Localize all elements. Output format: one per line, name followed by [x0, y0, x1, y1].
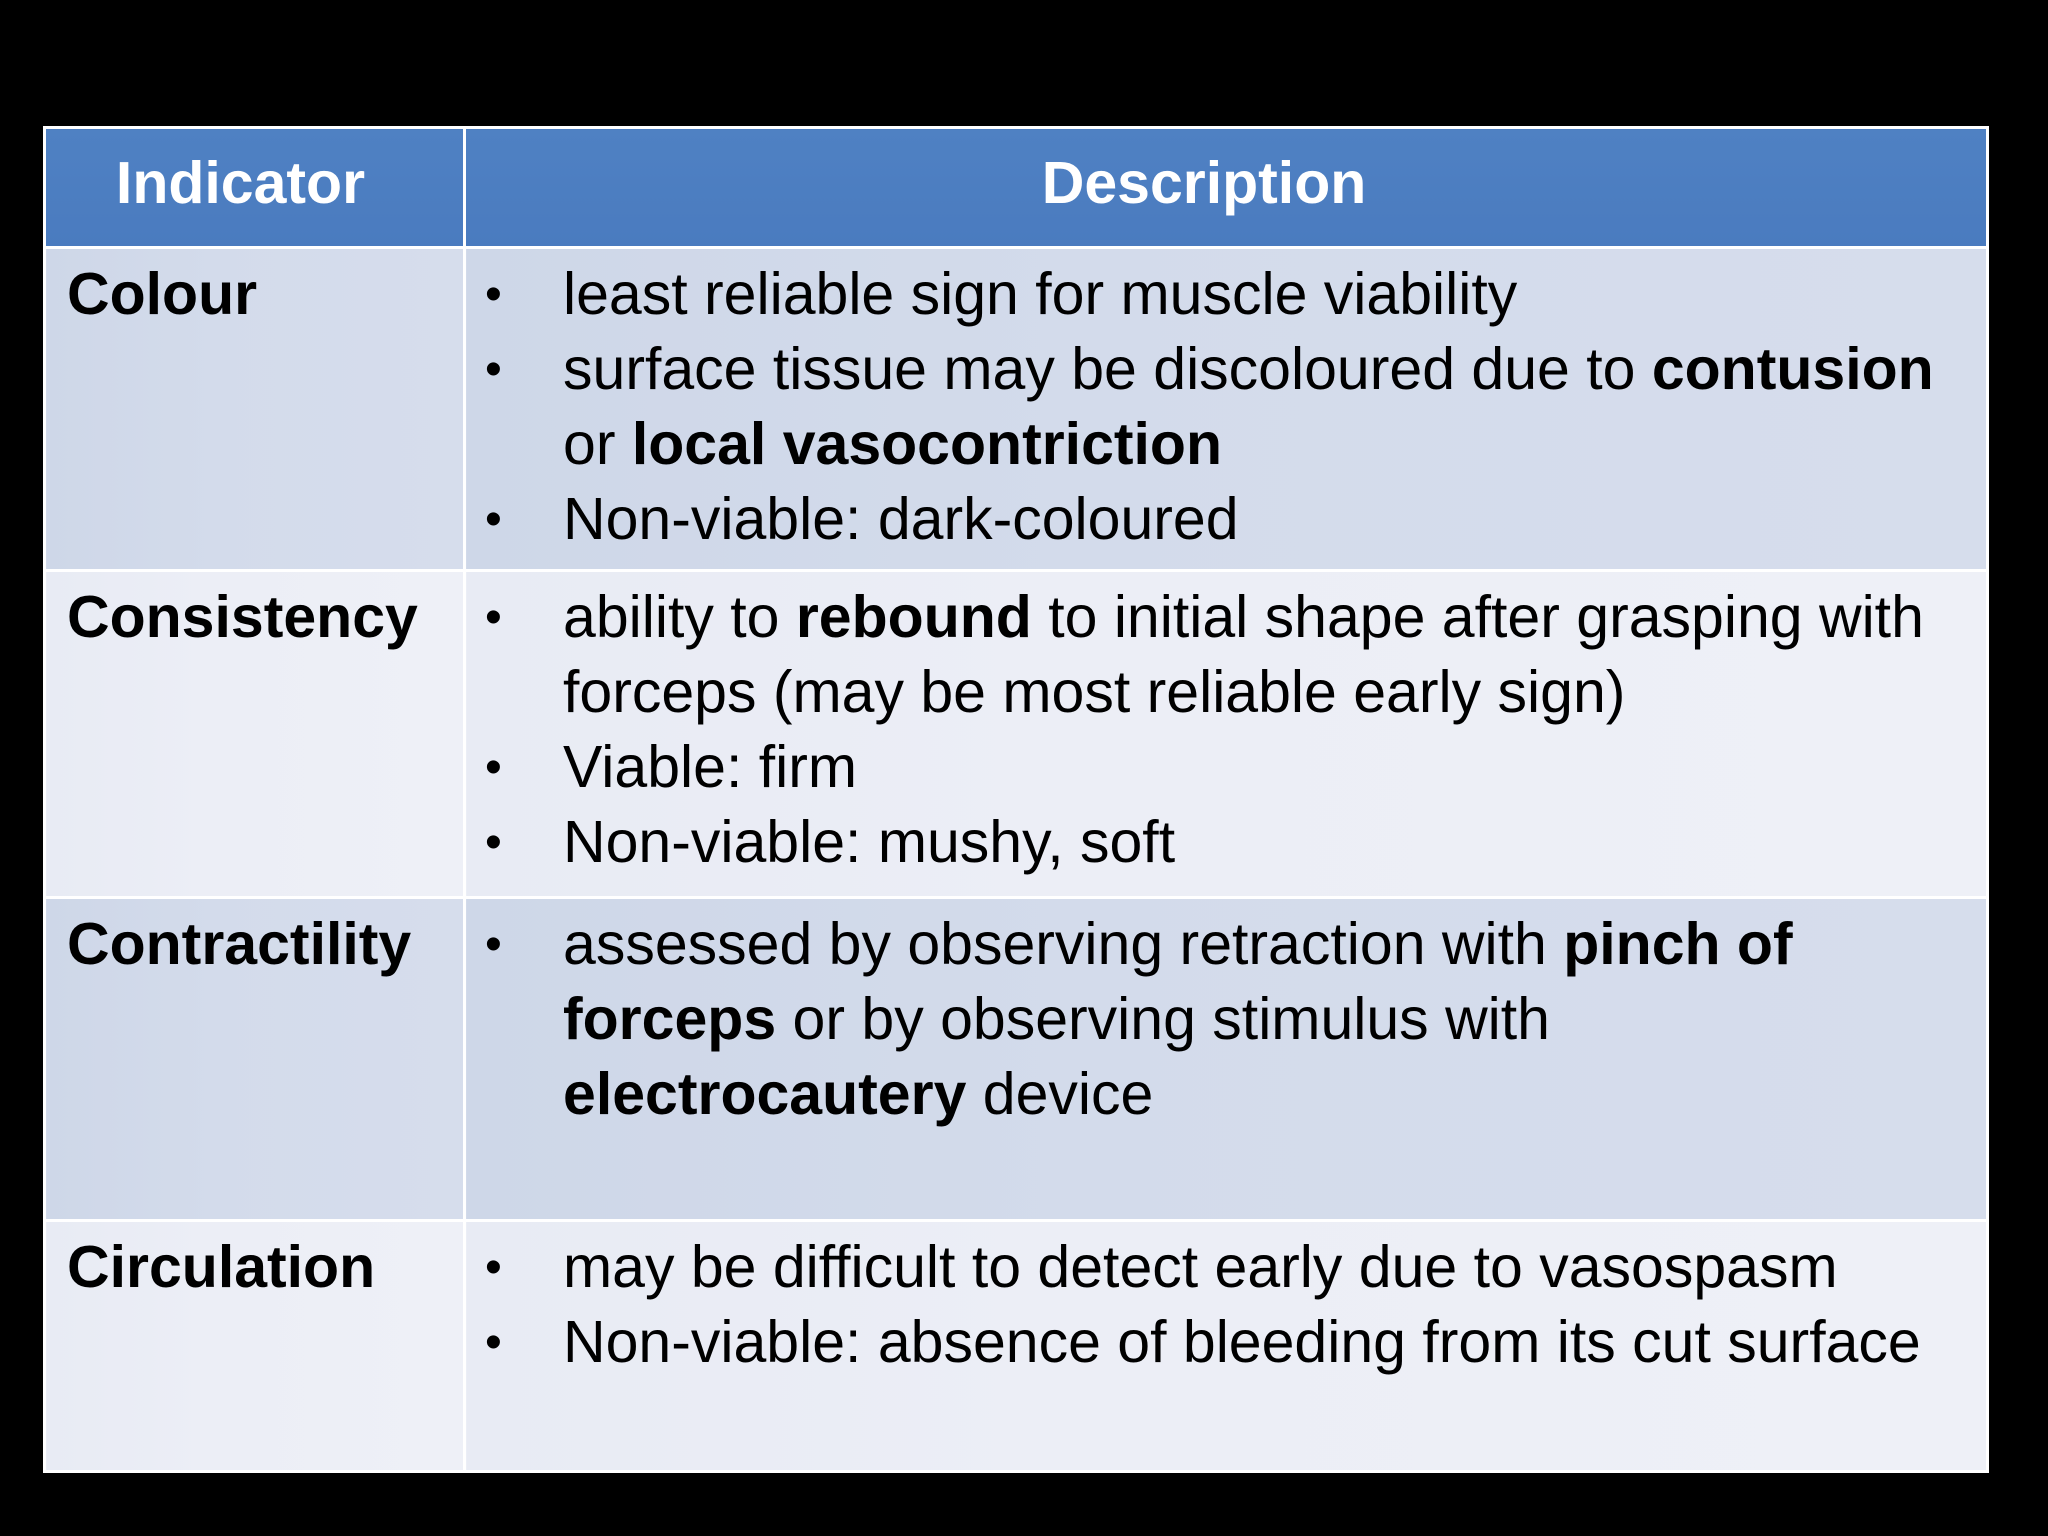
table-row	[45, 248, 1988, 571]
bullet-list	[466, 1230, 1986, 1380]
indicator-cell: Consistency	[45, 571, 465, 898]
bullet-icon: •	[485, 918, 502, 971]
bullet-item: • Viable: firm	[466, 730, 1986, 805]
bullet-item: • Non-viable: mushy, soft	[466, 805, 1986, 880]
table-row	[45, 898, 1988, 1221]
bullet-item: • least reliable sign for muscle viability	[466, 257, 1986, 332]
bullet-item: • Non-viable: dark-coloured	[466, 482, 1986, 557]
bullet-icon: •	[485, 268, 502, 321]
table-row	[45, 571, 1988, 898]
bullet-icon: •	[485, 343, 502, 396]
description-cell	[465, 898, 1988, 1221]
description-cell	[465, 1221, 1988, 1472]
header-description: Description	[465, 128, 1988, 248]
bullet-item: • ability to rebound to initial shape after grasping with forceps (may be most reliable early sign)	[466, 580, 1986, 730]
bullet-list	[466, 257, 1986, 557]
indicator-cell: Circulation	[45, 1221, 465, 1472]
description-cell	[465, 571, 1988, 898]
header-row	[45, 128, 1988, 248]
bullet-icon: •	[485, 816, 502, 869]
viability-table	[43, 126, 1989, 1473]
bullet-icon: •	[485, 591, 502, 644]
bullet-icon: •	[485, 741, 502, 794]
indicator-cell: Contractility	[45, 898, 465, 1221]
bullet-list	[466, 907, 1986, 1132]
bullet-icon: •	[485, 1241, 502, 1294]
indicator-cell: Colour	[45, 248, 465, 571]
bullet-item: • surface tissue may be discoloured due to contusion or local vasocontriction	[466, 332, 1986, 482]
bullet-item: • may be difficult to detect early due to vasospasm	[466, 1230, 1986, 1305]
bullet-list	[466, 580, 1986, 880]
bullet-item: • assessed by observing retraction with pinch of forceps or by observing stimulus with electrocautery device	[466, 907, 1986, 1132]
description-cell	[465, 248, 1988, 571]
bullet-item: • Non-viable: absence of bleeding from its cut surface	[466, 1305, 1986, 1380]
header-indicator: Indicator	[45, 128, 465, 248]
bullet-icon: •	[485, 493, 502, 546]
table-row	[45, 1221, 1988, 1472]
bullet-icon: •	[485, 1316, 502, 1369]
